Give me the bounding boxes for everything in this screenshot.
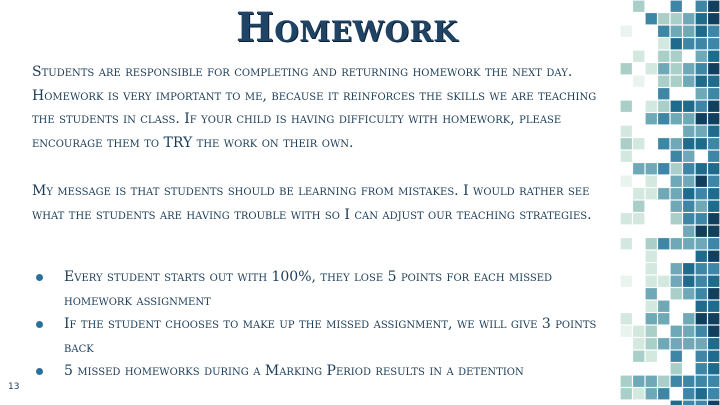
mosaic-tile — [708, 188, 719, 199]
mosaic-tile — [671, 13, 682, 24]
mosaic-tile — [708, 51, 719, 62]
mosaic-tile — [696, 176, 707, 187]
mosaic-tile — [621, 276, 632, 287]
mosaic-tile — [683, 138, 694, 149]
mosaic-tile — [696, 263, 707, 274]
mosaic-tile — [671, 38, 682, 49]
mosaic-tile — [658, 301, 669, 312]
mosaic-tile — [633, 51, 644, 62]
mosaic-tile — [708, 313, 719, 324]
mosaic-tile — [646, 238, 657, 249]
mosaic-tile — [646, 326, 657, 337]
mosaic-tile — [658, 163, 669, 174]
mosaic-tile — [646, 288, 657, 299]
mosaic-tile — [696, 138, 707, 149]
mosaic-tile — [671, 338, 682, 349]
mosaic-tile — [696, 276, 707, 287]
mosaic-tile — [683, 238, 694, 249]
mosaic-tile — [671, 101, 682, 112]
bullet-dot-icon — [36, 321, 43, 328]
mosaic-tile — [696, 388, 707, 399]
mosaic-tile — [696, 288, 707, 299]
mosaic-tile — [683, 338, 694, 349]
mosaic-tile — [621, 101, 632, 112]
mosaic-tile — [658, 138, 669, 149]
mosaic-tile — [633, 338, 644, 349]
mosaic-tile — [708, 151, 719, 162]
mosaic-tile — [633, 138, 644, 149]
mosaic-tile — [708, 288, 719, 299]
mosaic-tile — [621, 151, 632, 162]
mosaic-tile — [708, 238, 719, 249]
mosaic-tile — [708, 63, 719, 74]
mosaic-tile — [658, 63, 669, 74]
mosaic-tile — [671, 263, 682, 274]
mosaic-tile — [658, 238, 669, 249]
mosaic-tile — [646, 263, 657, 274]
mosaic-tile — [696, 326, 707, 337]
mosaic-tile — [671, 26, 682, 37]
mosaic-tile — [621, 326, 632, 337]
mosaic-tile — [683, 226, 694, 237]
mosaic-tile — [683, 38, 694, 49]
mosaic-tile — [683, 326, 694, 337]
mosaic-tile — [696, 351, 707, 362]
mosaic-tile — [646, 388, 657, 399]
mosaic-tile — [633, 376, 644, 387]
mosaic-tile — [708, 401, 719, 405]
mosaic-tile — [708, 176, 719, 187]
mosaic-tile — [683, 113, 694, 124]
mosaic-tile — [621, 313, 632, 324]
mosaic-tile — [708, 376, 719, 387]
mosaic-tile — [646, 313, 657, 324]
mosaic-tile — [633, 163, 644, 174]
mosaic-tile — [621, 26, 632, 37]
bullet-dot-icon — [36, 368, 43, 375]
mosaic-tile — [696, 63, 707, 74]
mosaic-tile — [633, 1, 644, 12]
mosaic-tile — [671, 326, 682, 337]
mosaic-tile — [708, 38, 719, 49]
mosaic-tile — [708, 226, 719, 237]
mosaic-tile — [633, 351, 644, 362]
mosaic-tile — [633, 326, 644, 337]
mosaic-tile — [671, 63, 682, 74]
bullet-text: 5 missed homeworks during a Marking Period results in a detention — [64, 363, 524, 379]
mosaic-tile — [658, 51, 669, 62]
mosaic-tile — [683, 63, 694, 74]
bullet-dot-icon — [36, 274, 43, 281]
mosaic-tile — [671, 351, 682, 362]
mosaic-tile — [683, 288, 694, 299]
mosaic-tile — [646, 63, 657, 74]
mosaic-tile — [708, 251, 719, 262]
mosaic-tile — [683, 401, 694, 405]
mosaic-tile — [708, 326, 719, 337]
mosaic-tile — [683, 26, 694, 37]
bullet-text: If the student chooses to make up the missed assignment, we will give 3 points back — [64, 316, 597, 356]
mosaic-tile — [658, 88, 669, 99]
mosaic-tile — [696, 163, 707, 174]
mosaic-tile — [658, 113, 669, 124]
mosaic-tile — [658, 101, 669, 112]
mosaic-tile — [696, 301, 707, 312]
mosaic-tile — [633, 201, 644, 212]
mosaic-tile — [671, 276, 682, 287]
mistakes-paragraph-text: My message is that students should be learning from mistakes. I would rather see what the students are having trouble with so I can adjust our teaching strategies. — [32, 183, 592, 223]
mosaic-tile — [696, 51, 707, 62]
mosaic-tile — [633, 188, 644, 199]
mosaic-tile — [671, 163, 682, 174]
mosaic-tile — [671, 151, 682, 162]
mosaic-tile — [671, 51, 682, 62]
mosaic-tile — [646, 101, 657, 112]
mosaic-tile — [708, 76, 719, 87]
mosaic-tile — [696, 113, 707, 124]
mosaic-tile — [708, 88, 719, 99]
bullet-item — [36, 313, 606, 360]
mosaic-tile — [683, 213, 694, 224]
mosaic-tile — [708, 101, 719, 112]
mosaic-tile — [683, 176, 694, 187]
mosaic-tile — [671, 238, 682, 249]
mosaic-tile — [671, 176, 682, 187]
mosaic-tile — [621, 376, 632, 387]
mosaic-tile — [621, 213, 632, 224]
mosaic-tile — [658, 338, 669, 349]
mosaic-tile — [646, 251, 657, 262]
mosaic-tile — [671, 1, 682, 12]
mosaic-tile — [683, 126, 694, 137]
mosaic-tile — [708, 363, 719, 374]
mosaic-tile — [621, 63, 632, 74]
mosaic-tile — [671, 376, 682, 387]
mosaic-tile — [696, 88, 707, 99]
mosaic-tile — [658, 313, 669, 324]
mosaic-tile — [683, 13, 694, 24]
mistakes-paragraph — [32, 180, 612, 227]
mosaic-tile — [633, 213, 644, 224]
mosaic-tile — [683, 151, 694, 162]
mosaic-tile — [696, 13, 707, 24]
mosaic-tile — [621, 388, 632, 399]
mosaic-tile — [671, 213, 682, 224]
mosaic-tile — [646, 338, 657, 349]
mosaic-tile — [671, 188, 682, 199]
mosaic-tile — [708, 163, 719, 174]
mosaic-tile — [683, 376, 694, 387]
mosaic-tile — [621, 126, 632, 137]
mosaic-tile — [708, 138, 719, 149]
mosaic-tile — [683, 101, 694, 112]
bullet-text: Every student starts out with 100%, they lose 5 points for each missed homework assignment — [64, 269, 553, 309]
mosaic-tile — [658, 276, 669, 287]
bullet-item — [36, 266, 606, 313]
mosaic-tile — [696, 376, 707, 387]
mosaic-tile — [671, 138, 682, 149]
mosaic-tile — [658, 38, 669, 49]
mosaic-tile — [646, 188, 657, 199]
mosaic-tile — [633, 388, 644, 399]
mosaic-tile — [708, 13, 719, 24]
mosaic-tile — [696, 313, 707, 324]
mosaic-tile — [658, 388, 669, 399]
mosaic-tile — [646, 163, 657, 174]
mosaic-tile — [658, 13, 669, 24]
mosaic-tile — [671, 76, 682, 87]
mosaic-tile — [671, 113, 682, 124]
mosaic-tile — [708, 338, 719, 349]
mosaic-tile — [696, 101, 707, 112]
page-number: 13 — [8, 382, 20, 392]
mosaic-tile — [683, 76, 694, 87]
mosaic-tile — [658, 26, 669, 37]
mosaic-tile — [696, 401, 707, 405]
mosaic-tile — [696, 338, 707, 349]
mosaic-tile — [708, 276, 719, 287]
mosaic-tile — [671, 201, 682, 212]
mosaic-tile — [696, 126, 707, 137]
mosaic-tile — [683, 388, 694, 399]
mosaic-tile — [708, 26, 719, 37]
mosaic-tile — [696, 201, 707, 212]
mosaic-tile — [658, 376, 669, 387]
mosaic-tile — [658, 188, 669, 199]
mosaic-tile — [621, 176, 632, 187]
mosaic-tile — [696, 38, 707, 49]
mosaic-tile — [658, 76, 669, 87]
mosaic-tile — [708, 388, 719, 399]
mosaic-tile — [646, 113, 657, 124]
mosaic-tile — [683, 263, 694, 274]
mosaic-tile — [646, 276, 657, 287]
mosaic-tile — [708, 213, 719, 224]
intro-paragraph: Students are responsible for completing and returning homework the next day. Homework is very important to me, because it reinforces the skills we are teaching the students in class. If your child is having difficulty with homework, please encourage them to TRY the work on their own. — [32, 64, 597, 151]
mosaic-tile — [646, 13, 657, 24]
mosaic-tile — [633, 76, 644, 87]
mosaic-tile — [671, 401, 682, 405]
mosaic-tile — [708, 113, 719, 124]
mosaic-tile — [708, 1, 719, 12]
mosaic-tile — [671, 363, 682, 374]
mosaic-tile — [646, 301, 657, 312]
mosaic-tile — [696, 188, 707, 199]
mosaic-tile — [696, 251, 707, 262]
mosaic-tile — [696, 238, 707, 249]
mosaic-tile — [696, 213, 707, 224]
mosaic-tile — [696, 26, 707, 37]
mosaic-tile — [708, 126, 719, 137]
mosaic-tile — [683, 163, 694, 174]
mosaic-tile — [671, 288, 682, 299]
mosaic-tile — [696, 363, 707, 374]
mosaic-tile — [708, 351, 719, 362]
mosaic-tile — [696, 226, 707, 237]
mosaic-tile — [708, 263, 719, 274]
mosaic-tile — [708, 301, 719, 312]
mosaic-tile — [683, 201, 694, 212]
mosaic-tile — [621, 138, 632, 149]
mosaic-tile — [683, 313, 694, 324]
mosaic-tile — [696, 1, 707, 12]
mosaic-tile — [683, 276, 694, 287]
mosaic-tile — [646, 351, 657, 362]
mosaic-tile — [646, 176, 657, 187]
mosaic-tile — [696, 76, 707, 87]
mosaic-tile — [646, 376, 657, 387]
mosaic-tile — [708, 201, 719, 212]
policy-bullet-list — [36, 266, 606, 384]
bullet-item — [36, 360, 606, 384]
slide-title: Homework — [236, 4, 458, 51]
mosaic-tile — [621, 238, 632, 249]
mosaic-tile — [683, 188, 694, 199]
